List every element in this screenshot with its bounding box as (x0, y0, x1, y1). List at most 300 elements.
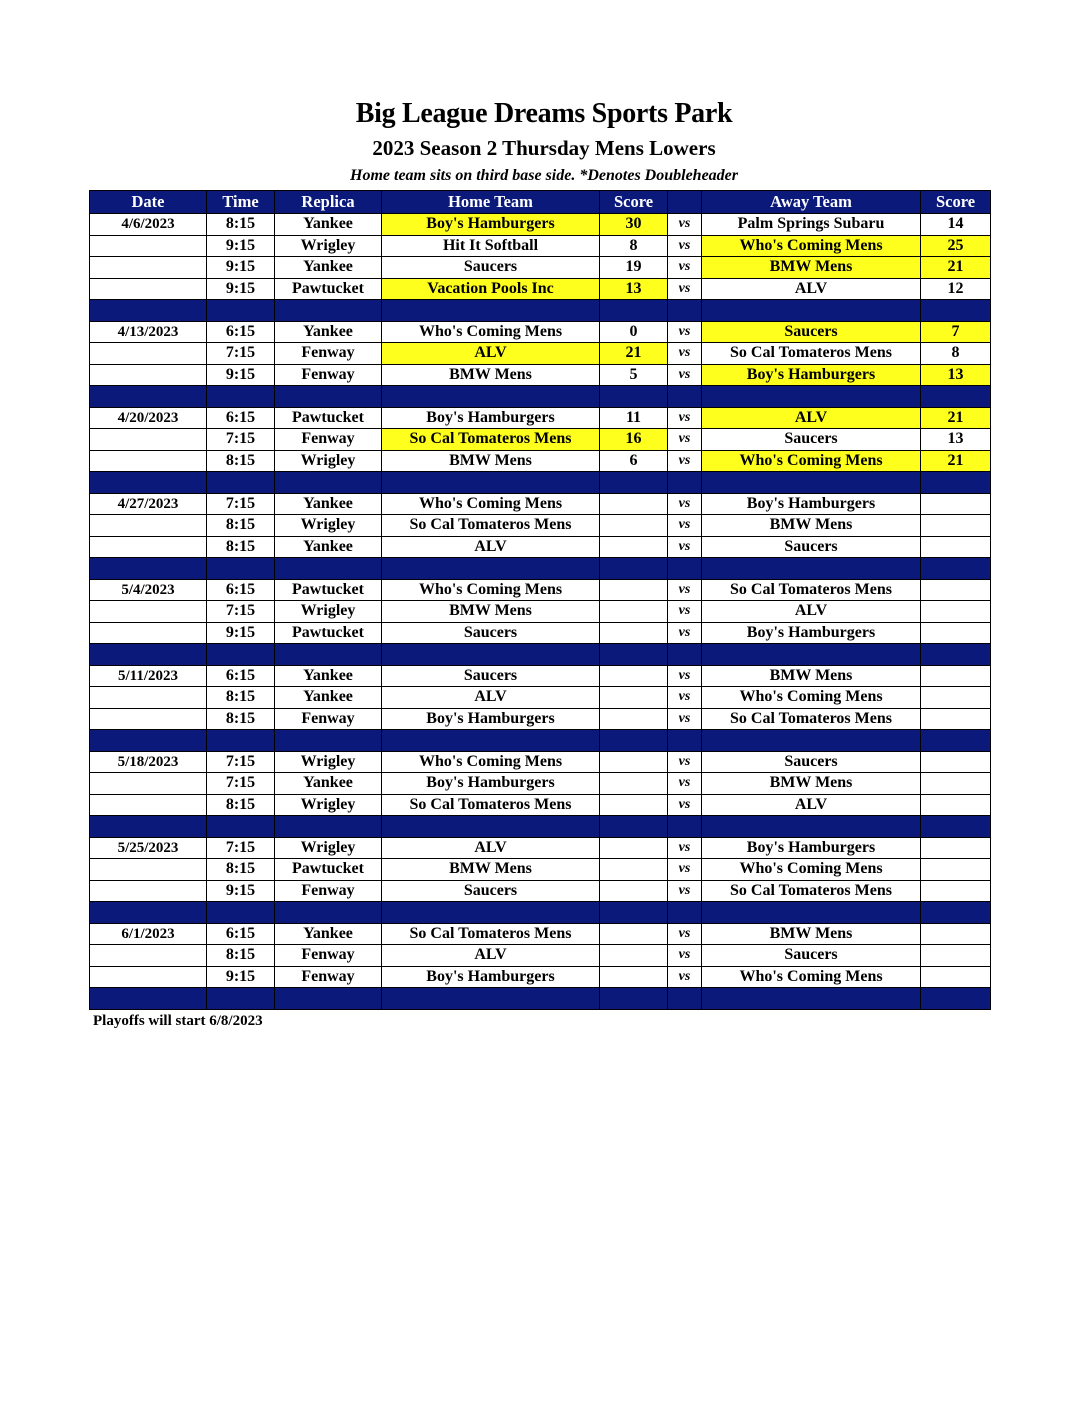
home-score: 6 (600, 450, 668, 472)
away-team: ALV (702, 407, 921, 429)
game-date (90, 515, 207, 537)
home-score (600, 880, 668, 902)
game-date (90, 278, 207, 300)
versus-label: vs (668, 257, 702, 279)
game-date (90, 536, 207, 558)
home-team: So Cal Tomateros Mens (382, 794, 600, 816)
versus-label: vs (668, 278, 702, 300)
week-separator-row (90, 816, 991, 838)
separator-cell (275, 300, 382, 322)
away-score: 13 (921, 429, 991, 451)
game-row (90, 622, 991, 644)
separator-cell (921, 386, 991, 408)
away-team: BMW Mens (702, 923, 921, 945)
versus-label: vs (668, 343, 702, 365)
game-time: 6:15 (207, 665, 275, 687)
home-score (600, 794, 668, 816)
away-team: Saucers (702, 751, 921, 773)
separator-cell (921, 902, 991, 924)
game-date (90, 945, 207, 967)
game-row (90, 407, 991, 429)
away-team: Saucers (702, 321, 921, 343)
separator-cell (382, 730, 600, 752)
game-date (90, 966, 207, 988)
away-team: Who's Coming Mens (702, 859, 921, 881)
away-team: Who's Coming Mens (702, 966, 921, 988)
game-time: 7:15 (207, 751, 275, 773)
home-score: 30 (600, 214, 668, 236)
home-team: Saucers (382, 665, 600, 687)
separator-cell (207, 644, 275, 666)
separator-cell (702, 816, 921, 838)
game-row (90, 429, 991, 451)
away-team: Boy's Hamburgers (702, 622, 921, 644)
away-team: Palm Springs Subaru (702, 214, 921, 236)
column-header-time: Time (207, 191, 275, 214)
game-replica-field: Wrigley (275, 837, 382, 859)
home-team: BMW Mens (382, 450, 600, 472)
game-replica-field: Yankee (275, 773, 382, 795)
versus-label: vs (668, 321, 702, 343)
game-replica-field: Wrigley (275, 515, 382, 537)
away-score: 21 (921, 257, 991, 279)
game-date (90, 235, 207, 257)
game-date (90, 450, 207, 472)
away-score (921, 622, 991, 644)
versus-label: vs (668, 945, 702, 967)
versus-label: vs (668, 407, 702, 429)
game-time: 6:15 (207, 923, 275, 945)
game-time: 6:15 (207, 579, 275, 601)
game-row (90, 687, 991, 709)
schedule-body (90, 214, 991, 1010)
versus-label: vs (668, 579, 702, 601)
separator-cell (275, 386, 382, 408)
home-team: Saucers (382, 880, 600, 902)
away-team: Boy's Hamburgers (702, 364, 921, 386)
game-time: 9:15 (207, 257, 275, 279)
game-time: 7:15 (207, 343, 275, 365)
separator-cell (702, 558, 921, 580)
game-row (90, 493, 991, 515)
column-header-away-team: Away Team (702, 191, 921, 214)
game-row (90, 364, 991, 386)
game-replica-field: Fenway (275, 364, 382, 386)
separator-cell (702, 300, 921, 322)
versus-label: vs (668, 837, 702, 859)
away-team: Who's Coming Mens (702, 450, 921, 472)
game-row (90, 773, 991, 795)
home-team: So Cal Tomateros Mens (382, 923, 600, 945)
home-score (600, 773, 668, 795)
home-team: Boy's Hamburgers (382, 407, 600, 429)
separator-cell (600, 558, 668, 580)
home-score (600, 665, 668, 687)
game-row (90, 536, 991, 558)
separator-cell (275, 730, 382, 752)
versus-label: vs (668, 859, 702, 881)
game-time: 8:15 (207, 214, 275, 236)
separator-cell (600, 816, 668, 838)
game-time: 8:15 (207, 515, 275, 537)
home-team: Boy's Hamburgers (382, 773, 600, 795)
game-row (90, 257, 991, 279)
game-row (90, 214, 991, 236)
separator-cell (207, 558, 275, 580)
home-team: Who's Coming Mens (382, 321, 600, 343)
away-score (921, 493, 991, 515)
away-team: So Cal Tomateros Mens (702, 579, 921, 601)
game-date: 5/18/2023 (90, 751, 207, 773)
game-date: 6/1/2023 (90, 923, 207, 945)
game-row (90, 945, 991, 967)
game-replica-field: Wrigley (275, 794, 382, 816)
home-team: ALV (382, 945, 600, 967)
home-score: 5 (600, 364, 668, 386)
separator-cell (382, 472, 600, 494)
game-replica-field: Yankee (275, 321, 382, 343)
home-team: BMW Mens (382, 601, 600, 623)
separator-cell (90, 472, 207, 494)
game-time: 9:15 (207, 622, 275, 644)
separator-cell (207, 300, 275, 322)
game-replica-field: Fenway (275, 708, 382, 730)
game-time: 6:15 (207, 407, 275, 429)
home-team: ALV (382, 837, 600, 859)
game-replica-field: Wrigley (275, 751, 382, 773)
away-team: Who's Coming Mens (702, 687, 921, 709)
game-date: 5/4/2023 (90, 579, 207, 601)
home-score (600, 493, 668, 515)
separator-cell (275, 988, 382, 1010)
separator-cell (382, 386, 600, 408)
game-time: 8:15 (207, 536, 275, 558)
separator-cell (921, 300, 991, 322)
game-time: 8:15 (207, 945, 275, 967)
game-date (90, 859, 207, 881)
week-separator-row (90, 988, 991, 1010)
game-time: 8:15 (207, 450, 275, 472)
game-row (90, 966, 991, 988)
home-score (600, 708, 668, 730)
header-row (90, 191, 991, 214)
game-date (90, 429, 207, 451)
away-team: BMW Mens (702, 665, 921, 687)
separator-cell (382, 988, 600, 1010)
home-score: 8 (600, 235, 668, 257)
versus-label: vs (668, 364, 702, 386)
away-team: Saucers (702, 945, 921, 967)
separator-cell (90, 730, 207, 752)
away-score (921, 837, 991, 859)
away-score: 12 (921, 278, 991, 300)
game-date (90, 794, 207, 816)
game-date: 4/6/2023 (90, 214, 207, 236)
away-team: So Cal Tomateros Mens (702, 708, 921, 730)
game-row (90, 235, 991, 257)
game-row (90, 708, 991, 730)
separator-cell (207, 730, 275, 752)
separator-cell (668, 300, 702, 322)
home-score (600, 966, 668, 988)
separator-cell (702, 730, 921, 752)
game-row (90, 923, 991, 945)
separator-cell (668, 816, 702, 838)
away-score (921, 966, 991, 988)
separator-cell (702, 988, 921, 1010)
week-separator-row (90, 386, 991, 408)
game-date (90, 257, 207, 279)
away-score (921, 945, 991, 967)
game-date: 4/13/2023 (90, 321, 207, 343)
game-replica-field: Yankee (275, 493, 382, 515)
game-replica-field: Fenway (275, 966, 382, 988)
game-replica-field: Fenway (275, 343, 382, 365)
home-score (600, 601, 668, 623)
game-date (90, 880, 207, 902)
separator-cell (600, 300, 668, 322)
game-replica-field: Fenway (275, 945, 382, 967)
away-team: ALV (702, 794, 921, 816)
home-team: So Cal Tomateros Mens (382, 429, 600, 451)
away-score (921, 923, 991, 945)
versus-label: vs (668, 450, 702, 472)
game-replica-field: Yankee (275, 923, 382, 945)
game-time: 9:15 (207, 880, 275, 902)
game-replica-field: Yankee (275, 687, 382, 709)
separator-cell (668, 988, 702, 1010)
separator-cell (207, 386, 275, 408)
home-score (600, 751, 668, 773)
game-replica-field: Yankee (275, 257, 382, 279)
away-score: 13 (921, 364, 991, 386)
game-replica-field: Fenway (275, 880, 382, 902)
game-row (90, 859, 991, 881)
away-score: 21 (921, 450, 991, 472)
separator-cell (207, 988, 275, 1010)
versus-label: vs (668, 708, 702, 730)
home-team: Who's Coming Mens (382, 493, 600, 515)
game-date (90, 708, 207, 730)
away-team: Boy's Hamburgers (702, 493, 921, 515)
away-score (921, 773, 991, 795)
game-replica-field: Yankee (275, 665, 382, 687)
away-score (921, 665, 991, 687)
game-replica-field: Pawtucket (275, 278, 382, 300)
versus-label: vs (668, 773, 702, 795)
game-row (90, 837, 991, 859)
separator-cell (275, 816, 382, 838)
separator-cell (600, 730, 668, 752)
column-header-home-team: Home Team (382, 191, 600, 214)
home-score: 0 (600, 321, 668, 343)
home-team: BMW Mens (382, 364, 600, 386)
home-team: Boy's Hamburgers (382, 966, 600, 988)
separator-cell (600, 644, 668, 666)
week-separator-row (90, 644, 991, 666)
separator-cell (921, 816, 991, 838)
game-replica-field: Fenway (275, 429, 382, 451)
home-score: 21 (600, 343, 668, 365)
separator-cell (921, 644, 991, 666)
separator-cell (382, 902, 600, 924)
away-score (921, 579, 991, 601)
page-title: Big League Dreams Sports Park (355, 98, 733, 129)
versus-label: vs (668, 515, 702, 537)
separator-cell (600, 988, 668, 1010)
separator-cell (668, 386, 702, 408)
column-header-home-score: Score (600, 191, 668, 214)
home-score (600, 536, 668, 558)
separator-cell (668, 902, 702, 924)
game-date: 5/25/2023 (90, 837, 207, 859)
home-team: Saucers (382, 622, 600, 644)
away-team: Who's Coming Mens (702, 235, 921, 257)
game-date (90, 622, 207, 644)
home-score: 13 (600, 278, 668, 300)
separator-cell (207, 472, 275, 494)
separator-cell (275, 472, 382, 494)
separator-cell (921, 472, 991, 494)
versus-label: vs (668, 751, 702, 773)
away-team: So Cal Tomateros Mens (702, 343, 921, 365)
away-score (921, 601, 991, 623)
separator-cell (275, 644, 382, 666)
versus-label: vs (668, 880, 702, 902)
game-date (90, 343, 207, 365)
versus-label: vs (668, 794, 702, 816)
separator-cell (382, 558, 600, 580)
away-score (921, 515, 991, 537)
home-score (600, 579, 668, 601)
separator-cell (668, 644, 702, 666)
home-score: 16 (600, 429, 668, 451)
separator-cell (382, 644, 600, 666)
home-score: 11 (600, 407, 668, 429)
separator-cell (921, 730, 991, 752)
separator-cell (382, 300, 600, 322)
home-team: ALV (382, 536, 600, 558)
versus-label: vs (668, 429, 702, 451)
game-replica-field: Pawtucket (275, 407, 382, 429)
separator-cell (668, 472, 702, 494)
home-team: Who's Coming Mens (382, 579, 600, 601)
game-time: 9:15 (207, 235, 275, 257)
home-team: So Cal Tomateros Mens (382, 515, 600, 537)
versus-label: vs (668, 601, 702, 623)
game-replica-field: Pawtucket (275, 579, 382, 601)
home-score (600, 515, 668, 537)
away-team: ALV (702, 278, 921, 300)
away-score: 8 (921, 343, 991, 365)
separator-cell (90, 644, 207, 666)
away-score: 21 (921, 407, 991, 429)
away-team: ALV (702, 601, 921, 623)
away-team: Boy's Hamburgers (702, 837, 921, 859)
home-team: Boy's Hamburgers (382, 214, 600, 236)
versus-label: vs (668, 536, 702, 558)
separator-cell (702, 902, 921, 924)
home-team: Saucers (382, 257, 600, 279)
game-row (90, 515, 991, 537)
game-time: 7:15 (207, 837, 275, 859)
away-score: 14 (921, 214, 991, 236)
game-row (90, 665, 991, 687)
versus-label: vs (668, 687, 702, 709)
home-team: Hit It Softball (382, 235, 600, 257)
game-replica-field: Pawtucket (275, 622, 382, 644)
game-replica-field: Wrigley (275, 235, 382, 257)
versus-label: vs (668, 966, 702, 988)
game-time: 8:15 (207, 859, 275, 881)
away-team: BMW Mens (702, 257, 921, 279)
page-subtitle: 2023 Season 2 Thursday Mens Lowers (372, 136, 716, 160)
away-score: 25 (921, 235, 991, 257)
game-replica-field: Yankee (275, 536, 382, 558)
week-separator-row (90, 472, 991, 494)
versus-label: vs (668, 493, 702, 515)
away-team: BMW Mens (702, 515, 921, 537)
schedule-note: Home team sits on third base side. *Denotes Doubleheader (350, 167, 738, 184)
game-replica-field: Wrigley (275, 450, 382, 472)
column-header-replica: Replica (275, 191, 382, 214)
separator-cell (600, 902, 668, 924)
home-team: ALV (382, 343, 600, 365)
game-time: 8:15 (207, 708, 275, 730)
game-row (90, 321, 991, 343)
game-replica-field: Wrigley (275, 601, 382, 623)
away-score (921, 794, 991, 816)
game-row (90, 880, 991, 902)
playoffs-note: Playoffs will start 6/8/2023 (93, 1013, 263, 1029)
away-team: BMW Mens (702, 773, 921, 795)
versus-label: vs (668, 923, 702, 945)
week-separator-row (90, 730, 991, 752)
game-time: 9:15 (207, 364, 275, 386)
game-row (90, 450, 991, 472)
separator-cell (90, 816, 207, 838)
away-team: Saucers (702, 429, 921, 451)
separator-cell (275, 558, 382, 580)
away-team: Saucers (702, 536, 921, 558)
away-score (921, 880, 991, 902)
game-row (90, 794, 991, 816)
home-score (600, 945, 668, 967)
separator-cell (600, 386, 668, 408)
versus-label: vs (668, 214, 702, 236)
separator-cell (702, 386, 921, 408)
away-score (921, 536, 991, 558)
game-date (90, 601, 207, 623)
versus-label: vs (668, 622, 702, 644)
game-time: 7:15 (207, 493, 275, 515)
game-row (90, 278, 991, 300)
separator-cell (382, 816, 600, 838)
game-time: 7:15 (207, 601, 275, 623)
game-row (90, 579, 991, 601)
game-date (90, 687, 207, 709)
home-score (600, 859, 668, 881)
game-time: 7:15 (207, 773, 275, 795)
week-separator-row (90, 300, 991, 322)
away-score (921, 708, 991, 730)
separator-cell (668, 558, 702, 580)
separator-cell (90, 902, 207, 924)
game-date: 4/20/2023 (90, 407, 207, 429)
home-score (600, 687, 668, 709)
away-score (921, 687, 991, 709)
away-team: So Cal Tomateros Mens (702, 880, 921, 902)
